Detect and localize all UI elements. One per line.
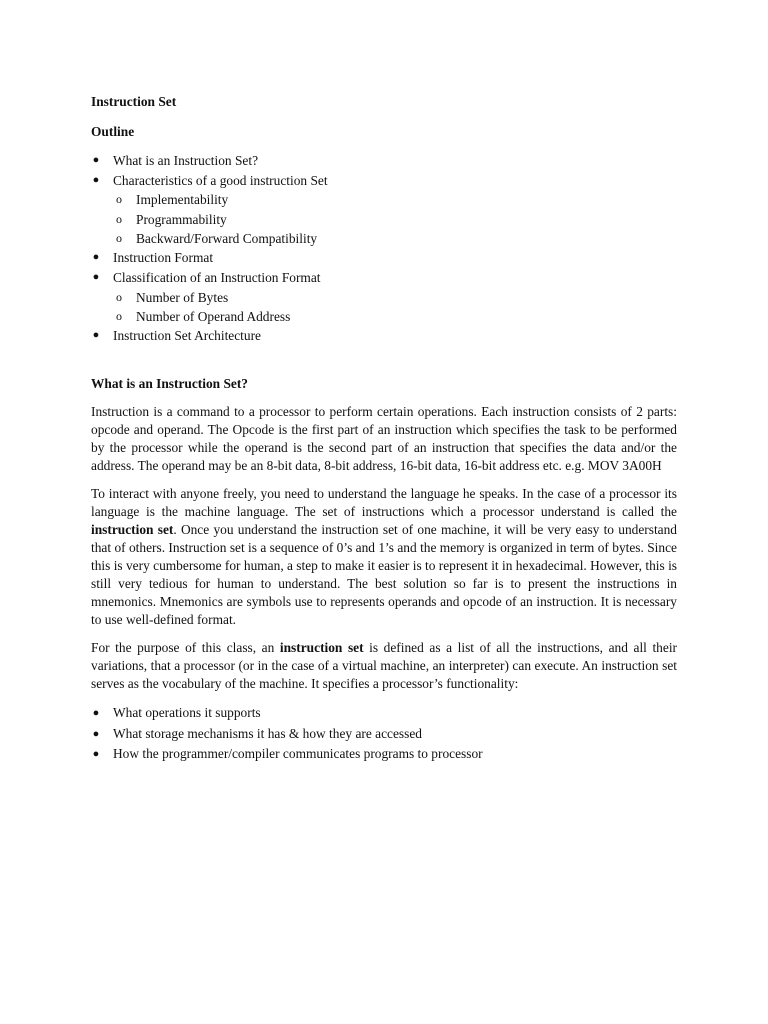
section-heading: What is an Instruction Set? [91,376,248,391]
bold-term: instruction set [279,640,364,655]
bullet-icon: ● [92,173,100,186]
outline-sublist [113,288,677,327]
outline-item-label: What is an Instruction Set? [113,153,259,168]
bold-term: instruction set [91,522,174,537]
bullet-icon: ● [92,329,100,342]
paragraph-text: . Once you understand the instruction set of one machine, it will be very easy to understand that of others. Instruction set is a sequence of 0’s and 1’s and the memory is organized in term of bytes. Since this is very cumbersome for human, a step to make it easier is to represent it in hexadecimal. However, this is still very tedious for human to understand. The best solution so far is to present the instructions in mnemonics. Mnemonics are symbols use to represents operands and opcode of an instruction. It is necessary to use well-defined format. [91,522,677,627]
outline-subitem [113,288,677,307]
list-item [91,703,677,724]
list-item-label: How the programmer/compiler communicates programs to processor [113,746,483,761]
outline-subitem-label: Number of Operand Address [136,309,291,324]
paragraph-text: For the purpose of this class, an [91,640,280,655]
outline-item-label: Instruction Format [113,250,214,266]
circle-bullet-icon: o [116,211,122,226]
outline-subitem [113,210,677,229]
bullet-icon: ● [92,748,100,760]
outline-subitem [113,307,677,326]
outline-item-label: Instruction Set Architecture [113,328,261,344]
outline-subitem-label: Backward/Forward Compatibility [136,231,318,246]
outline-subitem-label: Number of Bytes [136,289,229,305]
paragraph-language [91,485,677,629]
paragraph-definition: Instruction is a command to a processor to perform certain operations. Each instruction consists of 2 parts: opcode and operand. The Opcode is the first part of an instruction which specifies the task to be performed by the processor while the operand is the second part of an instruction that specifies the data and/or the address. The operand may be an 8-bit data, 8-bit address, 16-bit data, 16-bit address etc. e.g. MOV 3A00H [91,404,677,473]
outline-subitem [113,190,677,209]
outline-list [91,151,677,346]
outline-item [91,151,677,171]
outline-item [91,268,677,326]
paragraph-class-definition [91,639,677,693]
paragraph-text: is defined as a list of all the instructions, and all their variations, that a processor (or in the case of a virtual machine, an interpreter) can execute. An instruction set serves as the vocabulary of the machine. It specifies a processor’s functionality: [91,640,677,691]
document-page [91,93,677,765]
outline-item [91,171,677,249]
outline-sublist [113,190,677,248]
outline-item-label: Characteristics of a good instruction Set [113,172,328,188]
circle-bullet-icon: o [116,309,122,323]
circle-bullet-icon: o [116,231,122,245]
outline-heading: Outline [91,124,135,139]
outline-item [91,248,677,268]
circle-bullet-icon: o [116,192,122,207]
list-item [91,724,677,745]
bullet-icon: ● [92,727,100,740]
paragraph-text: To interact with anyone freely, you need to understand the language he speaks. In the case of a processor its language is the machine language. The set of instructions which a processor understand is called the [91,486,677,519]
bullet-icon: ● [92,154,100,166]
list-item-label: What operations it supports [113,705,261,720]
outline-subitem-label: Programmability [136,211,227,227]
outline-item [91,326,677,346]
outline-item-label: Classification of an Instruction Format [113,270,321,285]
circle-bullet-icon: o [116,289,122,304]
document-title: Instruction Set [91,94,177,109]
bullet-icon: ● [92,251,100,264]
list-item-label: What storage mechanisms it has & how they are accessed [113,725,422,741]
bullet-icon: ● [92,707,100,719]
list-item [91,744,677,765]
outline-subitem-label: Implementability [136,192,229,208]
functionality-list [91,703,677,765]
outline-subitem [113,229,677,248]
bullet-icon: ● [92,271,100,283]
